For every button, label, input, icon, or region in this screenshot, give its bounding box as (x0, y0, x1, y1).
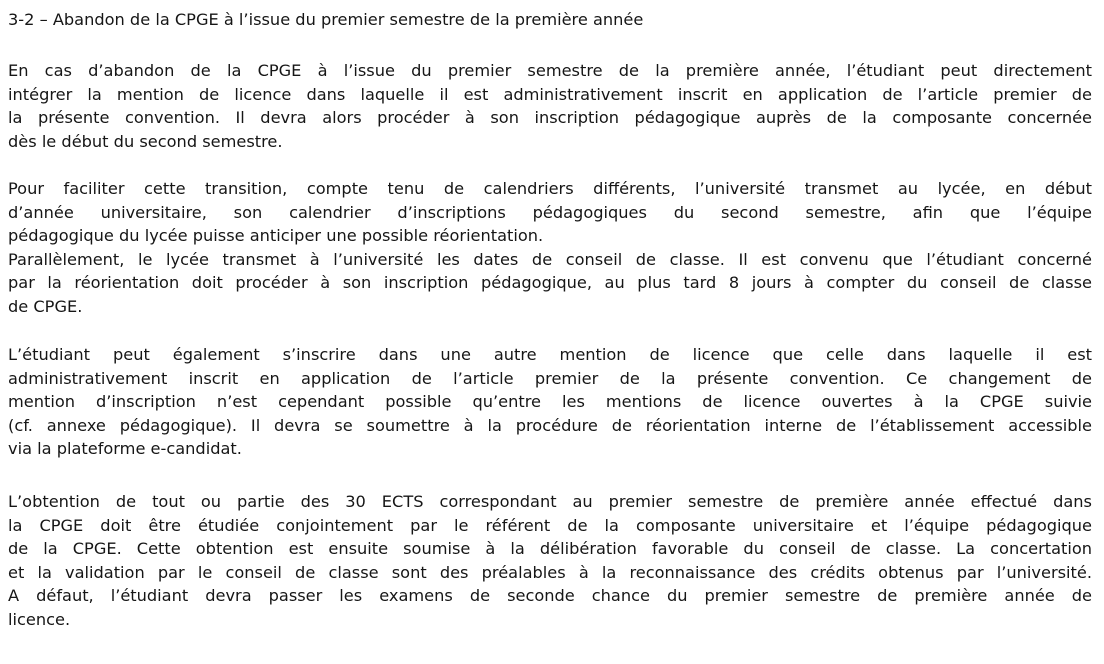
text-line: de la CPGE. Cette obtention est ensuite soumise à la délibération favorable du conseil de classe. La concertation (8, 539, 1092, 559)
text-line: (cf. annexe pédagogique). Il devra se soumettre à la procédure de réorientation interne de l’établissement accessible (8, 415, 1092, 435)
section-heading: 3-2 – Abandon de la CPGE à l’issue du premier semestre de la première année (8, 10, 644, 29)
text-line: et la validation par le conseil de classe sont des préalables à la reconnaissance des crédits obtenus par l’université. (8, 562, 1092, 582)
paragraph-other-mention (8, 343, 1092, 461)
text-line: Parallèlement, le lycée transmet à l’université les dates de conseil de classe. Il est convenu que l’étudiant concerné (8, 249, 1092, 269)
text-line: L’étudiant peut également s’inscrire dans une autre mention de licence que celle dans laquelle il est (8, 345, 1092, 364)
text-line: par la réorientation doit procéder à son inscription pédagogique, au plus tard 8 jours à compter du conseil de classe (8, 273, 1092, 293)
text-line: d’année universitaire, son calendrier d’inscriptions pédagogiques du second semestre, afin que l’équipe (8, 202, 1092, 222)
text-line: mention d’inscription n’est cependant possible qu’entre les mentions de licence ouvertes à la CPGE suivie (8, 392, 1092, 412)
text-line: dès le début du second semestre. (8, 131, 283, 151)
text-line: administrativement inscrit en application de l’article premier de la présente convention. Ce changement de (8, 368, 1092, 388)
text-line: intégrer la mention de licence dans laquelle il est administrativement inscrit en application de l’article premier de (8, 84, 1092, 104)
text-line: pédagogique du lycée puisse anticiper une possible réorientation. (8, 226, 544, 246)
paragraph-ects (8, 490, 1092, 632)
text-line: de CPGE. (8, 296, 83, 316)
text-line: licence. (8, 609, 71, 629)
text-line: En cas d’abandon de la CPGE à l’issue du premier semestre de la première année, l’étudiant peut directement (8, 61, 1092, 80)
paragraph-abandon (8, 59, 1092, 153)
text-line: la présente convention. Il devra alors procéder à son inscription pédagogique auprès de la composante concernée (8, 108, 1092, 128)
text-line: via la plateforme e-candidat. (8, 439, 242, 459)
text-line: L’obtention de tout ou partie des 30 ECTS correspondant au premier semestre de première année effectué dans (8, 492, 1092, 511)
text-line: la CPGE doit être étudiée conjointement par le référent de la composante universitaire et l’équipe pédagogique (8, 515, 1092, 535)
text-line: A défaut, l’étudiant devra passer les examens de seconde chance du premier semestre de première année de (8, 586, 1092, 606)
paragraph-transition (8, 177, 1092, 319)
text-line: Pour faciliter cette transition, compte tenu de calendriers différents, l’université transmet au lycée, en début (8, 179, 1092, 198)
